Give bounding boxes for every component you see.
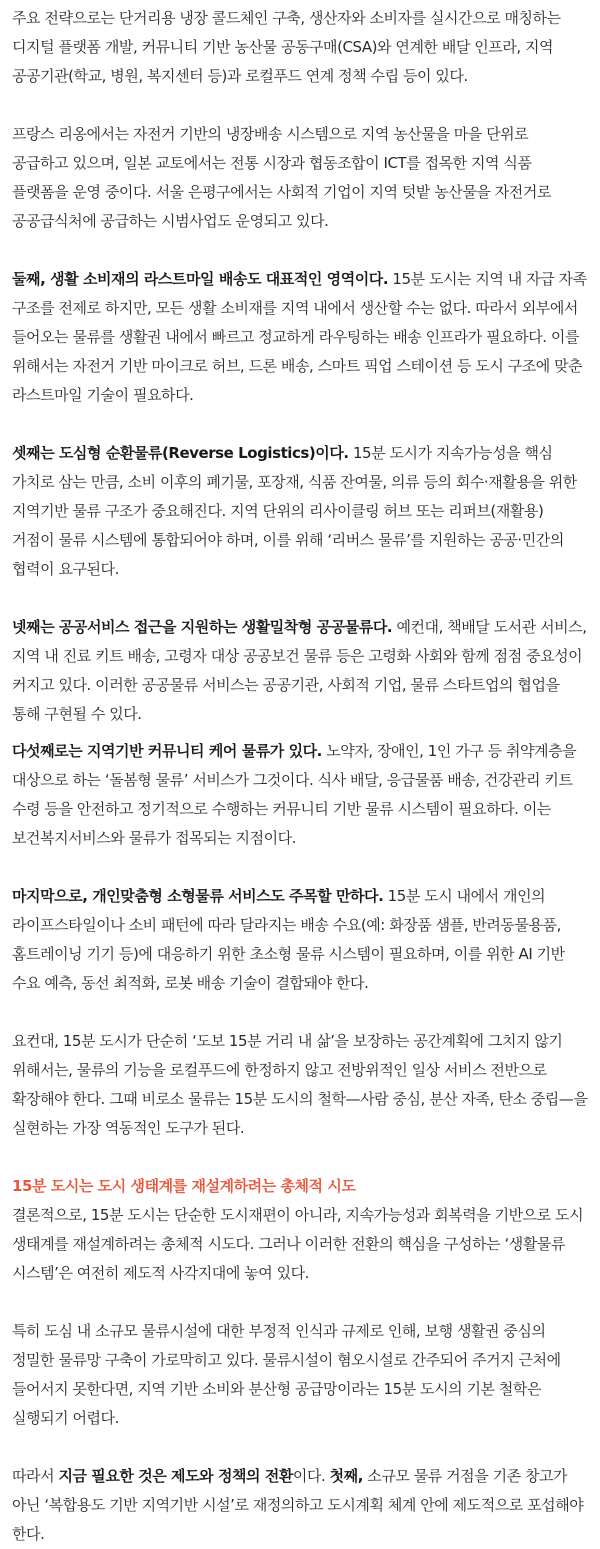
paragraph-text: 15분 도시가 지속가능성을 핵심 가치로 삼는 만큼, 소비 이후의 폐기물, 포장재, 식품 잔여물, 의류 등의 회수·재활용을 위한 지역기반 물류 구조가 중요해진다. 지역 단위의 리사이클링 허브 또는 리퍼브(재활용) 거점이 물류 시스템에 통합되어야 하며, 이를 위해 ‘리버스 물류’를 지원하는 공공·민간의 협력이 요구된다. [12,444,577,578]
paragraph-text: 프랑스 리옹에서는 자전거 기반의 냉장배송 시스템으로 지역 농산물을 마을 단위로 공급하고 있으며, 일본 교토에서는 전통 시장과 협동조합이 ICT를 접목한 지역 식품 플랫폼을 운영 중이다. 서울 은평구에서는 사회적 기업이 지역 텃밭 농산물을 자전거로 공공급식처에 공급하는 시범사업도 운영되고 있다. [12,125,551,230]
paragraph-last-mile [12,265,588,410]
emphasis-text: 지금 필요한 것은 제도와 정책의 전환 [58,1467,293,1485]
paragraph-text: 따라서 [12,1467,59,1485]
paragraph-lead: 넷째는 공공서비스 접근을 지원하는 생활밀착형 공공물류다. [12,618,393,636]
paragraph-text: 특히 도심 내 소규모 물류시설에 대한 부정적 인식과 규제로 인해, 보행 생활권 중심의 정밀한 물류망 구축이 가로막히고 있다. 물류시설이 혐오시설로 간주되어 주거지 근처에 들어서지 못한다면, 지역 기반 소비와 분산형 공급망이라는 15분 도시의 기본 철학은 실행되기 어렵다. [12,1322,561,1427]
paragraph-text: 주요 전략으로는 단거리용 냉장 콜드체인 구축, 생산자와 소비자를 실시간으로 매칭하는 디지털 플랫폼 개발, 커뮤니티 기반 농산물 공동구매(CSA)와 연계한 배달 인프라, 지역 공공기관(학교, 병원, 복지센터 등)과 로컬푸드 연계 정책 수립 등이 있다. [12,9,561,85]
paragraph-text: 소규모 물류 거점을 기존 창고가 아닌 ‘복합용도 기반 지역기반 시설’로 재정의하고 도시계획 체계 안에 제도적으로 포섭해야 한다. [12,1467,584,1543]
paragraph-text: 예컨대, 책배달 도서관 서비스, 지역 내 진료 키트 배송, 고령자 대상 공공보건 물류 등은 고령화 사회와 함께 점점 중요성이 커지고 있다. 이러한 공공물류 서비스는 공공기관, 사회적 기업, 물류 스타트업의 협업을 통해 구현될 수 있다. [12,618,587,723]
paragraph-lead: 셋째는 도심형 순환물류(Reverse Logistics)이다. [12,444,349,462]
paragraph-text: 요컨대, 15분 도시가 단순히 ‘도보 15분 거리 내 삶’을 보장하는 공간계획에 그치지 않기 위해서는, 물류의 기능을 로컬푸드에 한정하지 않고 전방위적인 일상 서비스 전반으로 확장해야 한다. 그때 비로소 물류는 15분 도시의 철학—사람 중심, 분산 자족, 탄소 중립—을 실현하는 가장 역동적인 도구가 된다. [12,1032,588,1137]
paragraph-public-logistics [12,613,588,729]
paragraph-conclusion [12,1201,588,1288]
paragraph-community-care [12,737,588,853]
paragraph-text: 결론적으로, 15분 도시는 단순한 도시재편이 아니라, 지속가능성과 회복력을 기반으로 도시 생태계를 재설계하려는 총체적 시도다. 그러나 이러한 전환의 핵심을 구성하는 ‘생활물류 시스템’은 여전히 제도적 사각지대에 놓여 있다. [12,1206,584,1282]
paragraph-lead: 마지막으로, 개인맞춤형 소형물류 서비스도 주목할 만하다. [12,887,384,905]
paragraph-regulation [12,1317,588,1433]
paragraph-strategies [12,4,588,91]
paragraph-policy-shift [12,1462,588,1549]
emphasis-text: 첫째, [329,1467,363,1485]
paragraph-lead: 둘째, 생활 소비재의 라스트마일 배송도 대표적인 영역이다. [12,270,389,288]
paragraph-text: 이다. [292,1467,330,1485]
paragraph-summary [12,1027,588,1143]
paragraph-personalized-logistics [12,882,588,998]
paragraph-text: 15분 도시 내에서 개인의 라이프스타일이나 소비 패턴에 따라 달라지는 배송 수요(예: 화장품 샘플, 반려동물용품, 홈트레이닝 기기 등)에 대응하기 위한 초소형 물류 시스템이 필요하며, 이를 위한 AI 기반 수요 예측, 동선 최적화, 로봇 배송 기술이 결합돼야 한다. [12,887,565,992]
paragraph-examples [12,120,588,236]
section-heading: 15분 도시는 도시 생태계를 재설계하려는 총체적 시도 [12,1177,356,1195]
paragraph-lead: 다섯째로는 지역기반 커뮤니티 케어 물류가 있다. [12,742,322,760]
paragraph-reverse-logistics [12,439,588,584]
paragraph-text: 노약자, 장애인, 1인 가구 등 취약계층을 대상으로 하는 ‘돌봄형 물류’ 서비스가 그것이다. 식사 배달, 응급물품 배송, 건강관리 키트 수령 등을 안전하고 정기적으로 수행하는 커뮤니티 기반 물류 시스템이 필요하다. 이는 보건복지서비스와 물류가 접목되는 지점이다. [12,742,577,847]
paragraph-text: 15분 도시는 지역 내 자급 자족 구조를 전제로 하지만, 모든 생활 소비재를 지역 내에서 생산할 수는 없다. 따라서 외부에서 들어오는 물류를 생활권 내에서 빠르고 정교하게 라우팅하는 배송 인프라가 필요하다. 이를 위해서는 자전거 기반 마이크로 허브, 드론 배송, 스마트 픽업 스테이션 등 도시 구조에 맞춘 라스트마일 기술이 필요하다. [12,270,587,404]
